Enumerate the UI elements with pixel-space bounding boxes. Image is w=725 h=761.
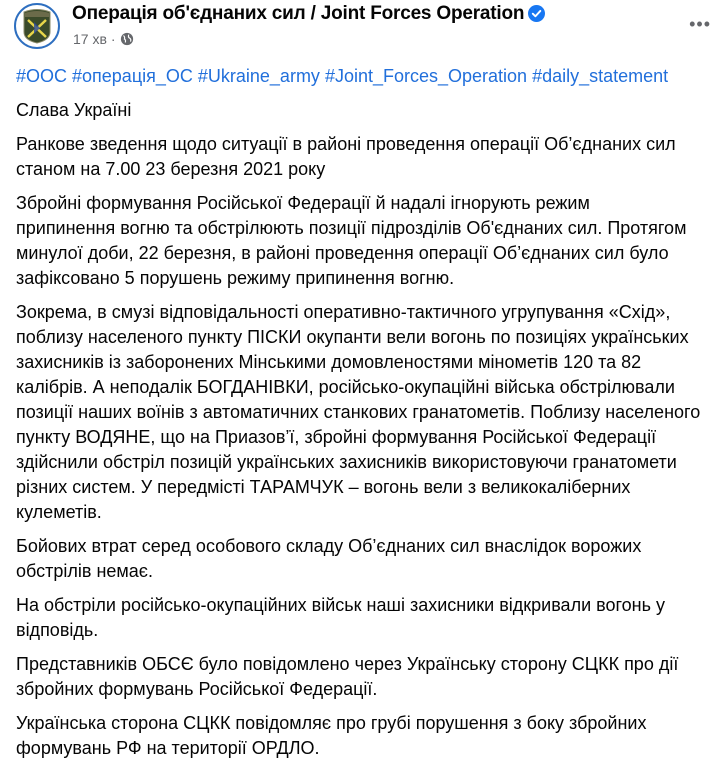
post-paragraph: На обстріли російсько-окупаційних військ наші захисники відкривали вогонь у відповідь. <box>16 595 665 640</box>
hashtag-link[interactable]: #Ukraine_army <box>197 66 320 86</box>
post-paragraph: Представників ОБСЄ було повідомлено через Українську сторону СЦКК про дії збройних формувань Російської Федерації. <box>16 654 679 699</box>
post-body <box>0 64 725 761</box>
hashtag-list <box>16 64 711 89</box>
page-name: Операція об'єднаних сил / Joint Forces Operation <box>72 3 525 24</box>
post-paragraph: Зокрема, в смузі відповідальності оперативно-тактичного угрупування «Схід», поблизу населеного пункту ПІСКИ окупанти вели вогонь по позиціях українських захисників із заборонених Мінськими домовленостями мінометів 120 та 82 калібрів. А неподалік БОГДАНІВКИ, російсько-окупаційні війська обстрілювали позиції наших воїнів з автоматичних станкових гранатометів. Поблизу населеного пункту ВОДЯНЕ, що на Приазов’ї, збройні формування Російської Федерації здійснили обстріл позицій українських захисників використовуючи гранатомети різних систем. У передмісті ТАРАМЧУК – вогонь вели з великокаліберних кулеметів. <box>16 302 701 522</box>
hashtag-link[interactable]: #daily_statement <box>532 66 669 86</box>
more-options-button[interactable]: ••• <box>689 14 711 34</box>
post-paragraph: Ранкове зведення щодо ситуації в районі проведення операції Об’єднаних сил станом на 7.00 23 березня 2021 року <box>16 134 676 179</box>
verified-badge-icon <box>528 5 545 22</box>
meta-separator: · <box>110 31 116 47</box>
post-paragraph: Бойових втрат серед особового складу Об’єднаних сил внаслідок ворожих обстрілів немає. <box>16 536 642 581</box>
post-paragraph: Збройні формування Російської Федерації й надалі ігнорують режим припинення вогню та обстрілюють позиції підрозділів Об'єднаних сил. Протягом минулої доби, 22 березня, в районі проведення операції Об’єднаних сил було зафіксовано 5 порушень режиму припинення вогню. <box>16 193 687 288</box>
hashtag-link[interactable]: #ООС <box>16 66 68 86</box>
hashtag-link[interactable]: #операція_ОС <box>72 66 193 86</box>
post-meta <box>73 31 134 47</box>
page-avatar[interactable] <box>14 3 60 49</box>
page-name-link[interactable] <box>72 3 545 25</box>
hashtag-link[interactable]: #Joint_Forces_Operation <box>324 66 528 86</box>
jfo-emblem-icon <box>22 8 52 44</box>
post-paragraph: Українська сторона СЦКК повідомляє про грубі порушення з боку збройних формувань РФ на території ОРДЛО. <box>16 713 647 758</box>
post-paragraph: Слава Україні <box>16 100 132 120</box>
post-header <box>0 0 725 60</box>
globe-icon[interactable] <box>120 32 134 46</box>
post-timestamp[interactable]: 17 хв <box>73 31 107 47</box>
